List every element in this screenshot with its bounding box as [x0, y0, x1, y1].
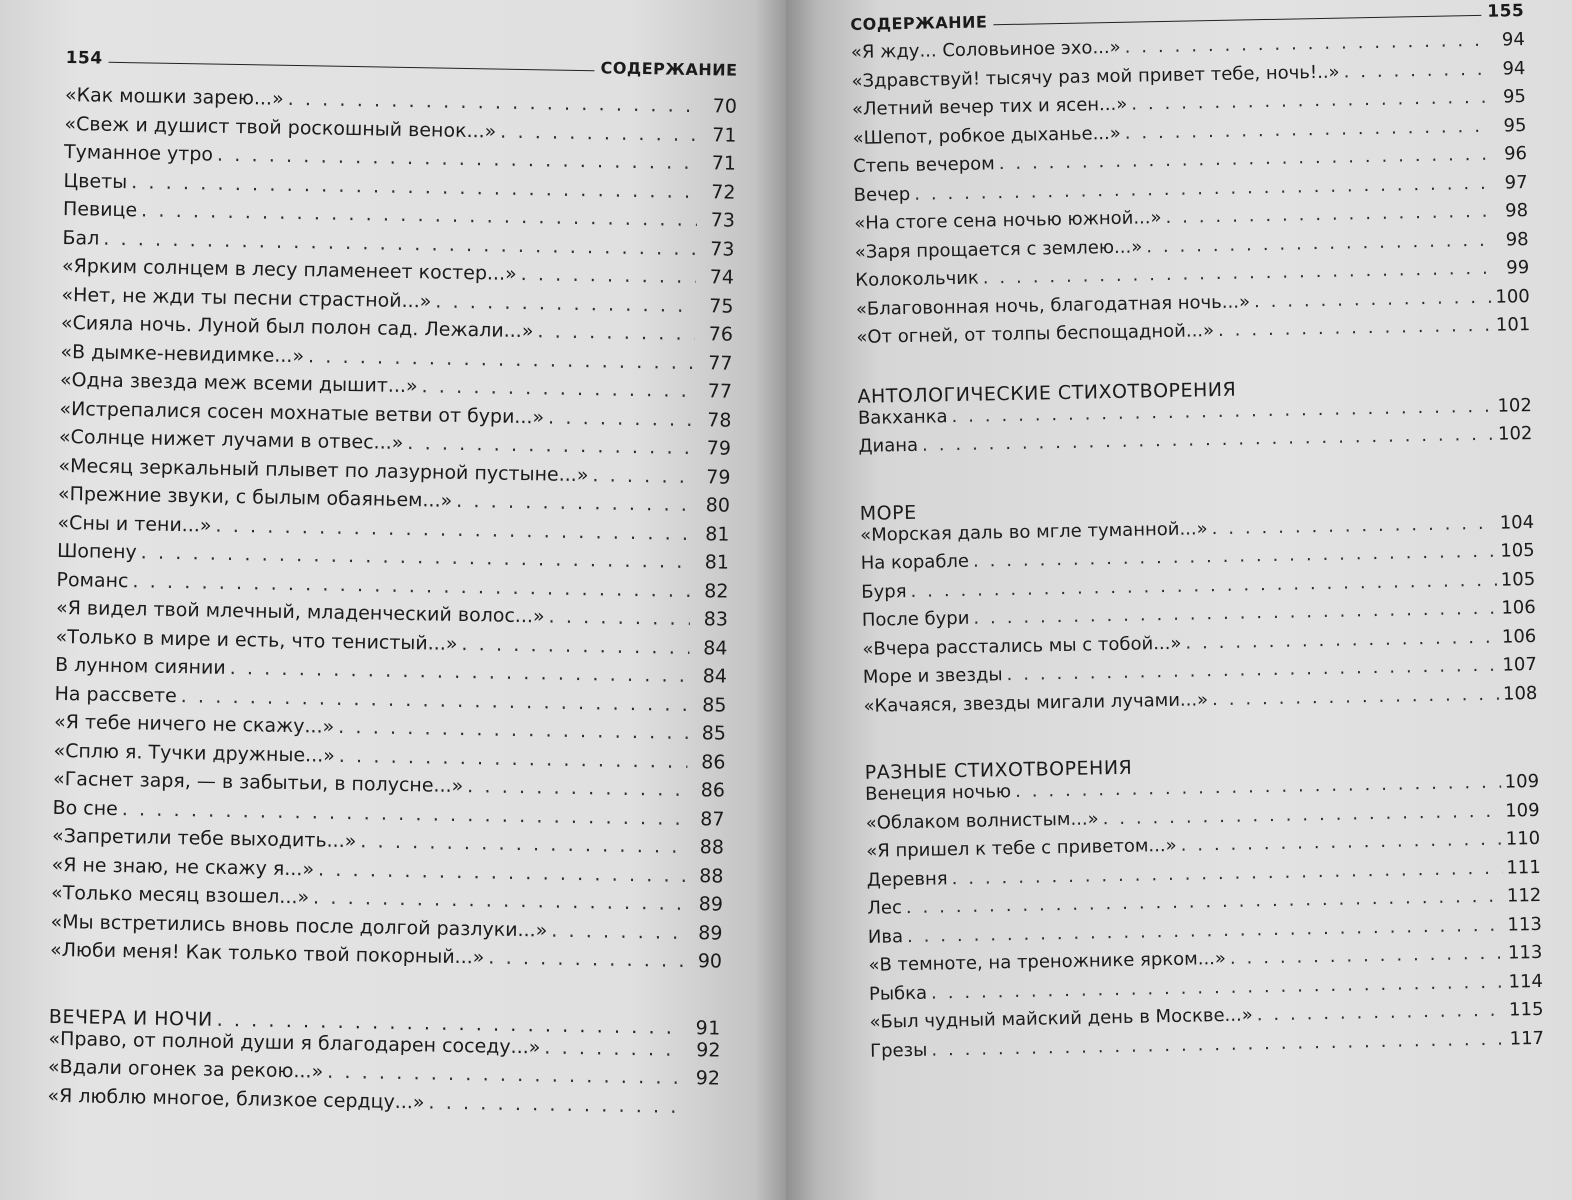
dot-leader — [1124, 30, 1487, 58]
toc-entry-page: 82 — [704, 579, 729, 603]
toc-entry-title: Диана — [858, 434, 919, 457]
toc-entry-title: Степь вечером — [852, 153, 995, 177]
toc-entry-title: «Я люблю многое, близкое сердцу...» — [47, 1084, 425, 1113]
dot-leader — [544, 1036, 682, 1060]
toc-list — [50, 84, 737, 979]
toc-entry-page: 105 — [1500, 568, 1536, 591]
left-page-content — [47, 38, 738, 1125]
toc-entry-title: «Благовонная ночь, благодатная ночь...» — [855, 290, 1251, 320]
toc-entry-page: 110 — [1505, 827, 1541, 850]
toc-entry-title: Романс — [56, 568, 129, 592]
toc-entry-title: Вакханка — [857, 405, 948, 429]
toc-entry-title: «Одна звезда меж всеми дышит...» — [59, 368, 418, 398]
toc-entry-page: 77 — [708, 351, 733, 375]
toc-entry-page: 109 — [1505, 799, 1540, 822]
toc-entry-title: «Сплю я. Тучки дружные...» — [53, 739, 336, 767]
toc-entry-page: 92 — [695, 1067, 721, 1090]
toc-entry-page: 96 — [1503, 143, 1528, 165]
toc-entry-page — [685, 1112, 719, 1113]
dot-leader — [537, 320, 695, 345]
toc-entry-title: На рассвете — [54, 682, 177, 707]
toc-entry-page: 107 — [1502, 653, 1538, 676]
toc-entry-title: «Истрепалися сосен мохнатые ветви от бури...» — [59, 397, 545, 428]
toc-entry-title: «Право, от полной души я благодарен соседу...» — [48, 1027, 541, 1058]
toc-entry-title: Шопену — [56, 539, 137, 564]
dot-leader — [1212, 683, 1499, 710]
toc-entry-title: «Свеж и душист твой роскошный венок...» — [64, 112, 497, 143]
toc-entry-page: 113 — [1507, 913, 1542, 936]
toc-entry-page: 105 — [1500, 539, 1535, 562]
toc-entry-page: 70 — [712, 95, 738, 118]
toc-entry-title: Бал — [62, 226, 100, 250]
toc-list — [47, 1027, 720, 1124]
dot-leader — [461, 632, 689, 658]
dot-leader — [1343, 58, 1487, 82]
toc-entry-title: «На стоге сена ночью южной...» — [854, 207, 1162, 234]
toc-entry-page: 79 — [706, 465, 731, 489]
toc-entry-page: 86 — [701, 750, 726, 774]
dot-leader — [467, 775, 687, 801]
toc-entry-title: Туманное утро — [63, 140, 214, 166]
toc-entry-page: 101 — [1495, 314, 1531, 336]
toc-entry-title: «Гаснет заря, — в забытьи, в полусне...» — [52, 767, 464, 798]
toc-entry-title: «Облаком волнистым...» — [865, 807, 1099, 834]
toc-entry-title: «Вчера расстались мы с тобой...» — [862, 632, 1182, 660]
toc-entry-title: Грезы — [869, 1039, 928, 1062]
toc-entry-page: 86 — [700, 779, 726, 802]
toc-entry-title: «Был чудный майский день в Москве...» — [869, 1004, 1253, 1033]
right-page-header — [850, 0, 1524, 34]
toc-list — [860, 511, 1538, 723]
dot-leader — [500, 120, 698, 145]
dot-leader — [1211, 512, 1495, 538]
toc-entry-page: 109 — [1504, 770, 1540, 793]
page-number: 154 — [65, 47, 103, 69]
toc-entry-title: «От огней, от толпы беспощадной...» — [856, 320, 1215, 348]
dot-leader — [360, 830, 686, 858]
dot-leader — [1254, 286, 1492, 312]
toc-entry-page: 84 — [702, 665, 728, 688]
toc-entry-title: «Запретили тебе выходить...» — [51, 824, 357, 853]
toc-entry-page: 80 — [705, 494, 731, 517]
toc-entry-title: Деревня — [866, 867, 948, 891]
toc-sections — [857, 342, 1545, 1068]
dot-leader — [338, 716, 688, 744]
toc-entry-page: 77 — [707, 380, 733, 403]
running-head: СОДЕРЖАНИЕ — [600, 58, 738, 80]
toc-entry-title: «Заря прощается с землею...» — [854, 235, 1143, 263]
toc-entry-page: 85 — [702, 693, 727, 717]
toc-entry-title: «Прежние звуки, с былым обаяньем...» — [57, 482, 453, 512]
section-title: АНТОЛОГИЧЕСКИЕ СТИХОТВОРЕНИЯ — [857, 378, 1237, 408]
toc-list — [851, 29, 1531, 355]
dot-leader — [521, 263, 697, 288]
dot-leader — [435, 290, 695, 317]
toc-entry-title: «В темноте, на треножнике ярком...» — [868, 947, 1227, 976]
section-title: МОРЕ — [859, 501, 917, 525]
toc-entry-page: 98 — [1504, 200, 1529, 222]
toc-entry-title: «Сны и тени...» — [57, 511, 212, 537]
toc-entry-title: «Ярким солнцем в лесу пламенеет костер...» — [61, 254, 517, 285]
right-page-content — [850, 0, 1544, 1069]
toc-entry-title: После бури — [861, 607, 970, 631]
header-rule — [993, 15, 1481, 25]
toc-entry-page: 108 — [1502, 682, 1538, 705]
toc-entry-page: 113 — [1507, 941, 1543, 964]
toc-entry-page: 89 — [698, 921, 723, 945]
toc-entry-page: 85 — [701, 722, 727, 745]
dot-leader — [421, 375, 694, 402]
toc-entry-page: 95 — [1502, 86, 1527, 108]
toc-entry-title: «Здравствуй! тысячу раз мой привет тебе, ночь!..» — [851, 61, 1340, 92]
toc-entry-page: 88 — [699, 864, 724, 888]
toc-entry-page: 81 — [704, 551, 730, 574]
toc-entry-page: 97 — [1504, 171, 1528, 193]
dot-leader — [1257, 1000, 1506, 1026]
toc-entry-title: В лунном сиянии — [54, 653, 226, 679]
header-rule — [109, 62, 595, 71]
toc-entry-title: «Я не знаю, не скажу я...» — [51, 853, 315, 880]
toc-entry-title: Море и звезды — [862, 664, 1003, 688]
toc-entry-title: Ива — [867, 925, 904, 948]
toc-entry-title: Рыбка — [868, 982, 928, 1005]
toc-entry-page: 76 — [708, 323, 734, 346]
toc-entry-title: «Нет, не жди ты песни страстной...» — [61, 283, 432, 312]
dot-leader — [1230, 943, 1504, 969]
toc-entry-page: 112 — [1506, 884, 1542, 907]
toc-entry-page: 71 — [711, 152, 737, 175]
toc-entry-page: 74 — [709, 266, 735, 289]
toc-entry-page: 102 — [1497, 422, 1533, 445]
toc-entry-title: «Я жду... Соловьиное эхо...» — [850, 36, 1121, 63]
dot-leader — [1218, 315, 1492, 341]
toc-entry-page: 90 — [697, 950, 723, 973]
toc-entry-page: 98 — [1505, 228, 1529, 250]
toc-entry-title: «Морская даль во мгле туманной...» — [859, 517, 1208, 546]
toc-entry-title: «В дымке-невидимке...» — [60, 340, 305, 367]
toc-entry-page: 92 — [696, 1038, 721, 1062]
dot-leader — [548, 406, 694, 431]
toc-entry-title: «Сияла ночь. Луной был полон сад. Лежали...» — [60, 311, 534, 343]
toc-entry-page: 106 — [1501, 596, 1536, 619]
toc-entry-title: «Как мошки зарею...» — [64, 83, 284, 110]
toc-entry-title: «Летний вечер тих и ясен...» — [851, 93, 1128, 120]
toc-entry-title: «Я тебе ничего не скажу...» — [53, 710, 335, 738]
toc-entry-title: «Мы встретились вновь после долгой разлуки...» — [50, 910, 548, 942]
page-number: 155 — [1487, 1, 1525, 22]
toc-entry-title: Венеция ночью — [864, 781, 1012, 805]
toc-entry-title: Цветы — [63, 169, 128, 193]
toc-entry-page: 111 — [1506, 856, 1541, 879]
toc-entry-page: 114 — [1508, 970, 1544, 993]
toc-entry-page: 83 — [703, 608, 729, 631]
toc-entry-title: Певице — [62, 197, 138, 222]
toc-entry-page: 88 — [699, 836, 725, 859]
toc-entry-page: 94 — [1501, 29, 1526, 51]
dot-leader — [592, 464, 692, 488]
toc-entry-title: «Только в мире и есть, что тенистый...» — [55, 625, 458, 655]
toc-entry-page: 81 — [705, 522, 730, 546]
toc-entry-page: 87 — [700, 807, 725, 831]
toc-entry-title: «Месяц зеркальный плывет по лазурной пустыне...» — [58, 454, 589, 486]
toc-entry-page: 94 — [1502, 57, 1526, 79]
toc-entry-page: 89 — [698, 893, 724, 916]
toc-entry-page: 73 — [710, 209, 736, 232]
dot-leader — [287, 88, 699, 117]
toc-entry-page: 99 — [1506, 257, 1530, 279]
toc-entry-page: 73 — [710, 237, 735, 261]
toc-list — [865, 771, 1544, 1069]
section-title: РАЗНЫЕ СТИХОТВОРЕНИЯ — [864, 756, 1133, 784]
toc-entry-title: «Шепот, робкое дыханье...» — [852, 122, 1121, 149]
toc-entry-title: Буря — [861, 580, 907, 603]
toc-entry-title: «Люби меня! Как только твой покорный...» — [49, 938, 485, 969]
toc-entry-title: «Вдали огонек за рекою...» — [47, 1055, 324, 1083]
right-page — [786, 0, 1572, 1200]
dot-leader — [488, 947, 684, 972]
toc-entry-page: 106 — [1501, 625, 1537, 648]
toc-entry-title: Во сне — [52, 796, 119, 820]
toc-entry-page: 95 — [1503, 114, 1527, 136]
dot-leader — [551, 919, 685, 943]
toc-entry-page: 117 — [1509, 1027, 1545, 1050]
toc-entry-title: Лес — [867, 897, 903, 919]
dot-leader — [428, 1091, 681, 1117]
toc-entry-page: 100 — [1495, 285, 1530, 308]
dot-leader — [339, 744, 688, 772]
toc-entry-page: 72 — [711, 180, 736, 204]
dot-leader — [548, 606, 690, 630]
toc-entry-page: 78 — [707, 408, 732, 432]
toc-entry-title: На корабле — [860, 550, 970, 574]
toc-entry-title: «Я пришел к тебе с приветом...» — [866, 834, 1177, 862]
toc-entry-page: 75 — [709, 294, 734, 318]
toc-entry-title: «Солнце нижет лучами в отвес...» — [58, 425, 404, 454]
dot-leader — [407, 432, 693, 459]
running-head: СОДЕРЖАНИЕ — [850, 12, 988, 34]
toc-entry-page: 104 — [1499, 511, 1535, 534]
toc-entry-title: Колокольчик — [855, 267, 980, 291]
toc-entry-page: 71 — [712, 123, 737, 147]
toc-entry-title: «Качаяся, звезды мигали лучами...» — [863, 688, 1209, 717]
section-title: ВЕЧЕРА И НОЧИ . . . 91 — [49, 997, 721, 1039]
left-page-header — [65, 38, 737, 80]
toc-entry-page: 84 — [703, 636, 728, 660]
toc-entry-title: «Я видел твой млечный, младенческий волос...» — [55, 596, 545, 628]
toc-entry-title: «Только месяц взошел...» — [50, 881, 310, 909]
toc-entry-page: 102 — [1497, 394, 1533, 417]
toc-entry-title: Вечер — [853, 183, 911, 206]
toc-entry-page: 79 — [706, 437, 732, 460]
toc-entry-page: 115 — [1508, 998, 1544, 1021]
dot-leader — [456, 490, 692, 516]
